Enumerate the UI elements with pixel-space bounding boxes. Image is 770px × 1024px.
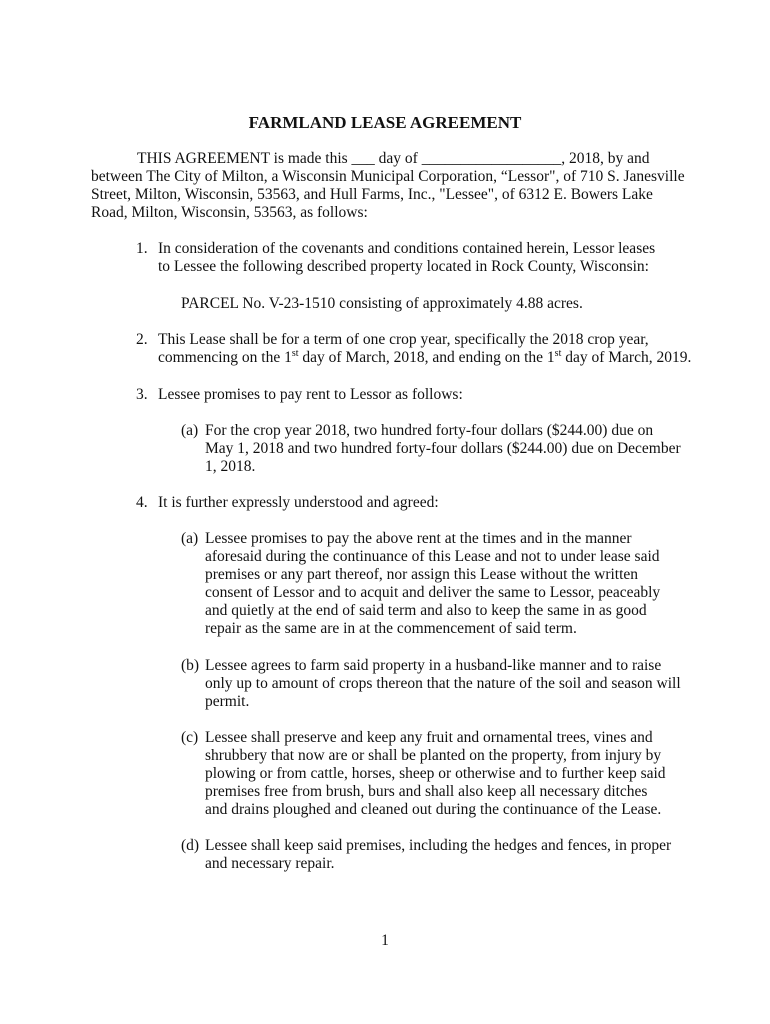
clause-4d <box>181 837 683 873</box>
clause-4b-label: (b) <box>181 657 200 674</box>
clause-2-text-a: This Lease shall be for a term of one crop year, specifically the 2018 crop year, commencing on the 1 <box>158 331 649 366</box>
document-title: FARMLAND LEASE AGREEMENT <box>248 113 522 132</box>
clause-4a-text: Lessee promises to pay the above rent at the times and in the manner aforesaid during the continuance of this Lease and not to under lease said premises or any part thereof, nor assign this Lease without the written consent of Lessor and to acquit and deliver the same to Lessor, peaceably and quietly at the end of said term and also to keep the same in as good repair as the same are in at the commencement of said term. <box>205 530 661 637</box>
clause-2-sup-a: st <box>291 347 299 359</box>
clause-2-text <box>158 331 696 367</box>
clause-4-number: 4. <box>136 494 148 511</box>
clause-2-text-c: day of March, 2019. <box>561 349 692 366</box>
clause-1-text: In consideration of the covenants and conditions contained herein, Lessor leases to Lessee the following described property located in Rock County, Wisconsin: <box>158 240 656 275</box>
clause-1-number: 1. <box>136 240 148 257</box>
clause-2-text-b: day of March, 2018, and ending on the 1 <box>298 349 555 366</box>
clause-4a-label: (a) <box>181 530 199 547</box>
clause-3-number: 3. <box>136 386 148 403</box>
intro-paragraph: THIS AGREEMENT is made this ___ day of __________________, 2018, by and between The City of Milton, a Wisconsin Municipal Corporation, “Lessor", of 710 S. Janesville Street, Milton, Wisconsin, 53563, and Hull Farms, Inc., "Lessee", of 6312 E. Bowers Lake Road, Milton, Wisconsin, 53563, as follows: <box>91 150 685 221</box>
clause-4b <box>181 657 683 711</box>
clause-2 <box>136 331 696 367</box>
clause-3-text: Lessee promises to pay rent to Lessor as follows: <box>158 386 463 403</box>
clause-3a <box>181 422 681 476</box>
clause-4c-label: (c) <box>181 729 199 746</box>
clause-2-number: 2. <box>136 331 148 348</box>
clause-4d-text: Lessee shall keep said premises, including the hedges and fences, in proper and necessary repair. <box>205 837 672 872</box>
clause-1 <box>136 240 666 276</box>
page-number: 1 <box>381 932 389 949</box>
clause-4 <box>136 494 696 512</box>
clause-4b-text: Lessee agrees to farm said property in a husband-like manner and to raise only up to amount of crops thereon that the nature of the soil and season will permit. <box>205 657 681 710</box>
clause-3a-text: For the crop year 2018, two hundred forty-four dollars ($244.00) due on May 1, 2018 and two hundred forty-four dollars ($244.00) due on December 1, 2018. <box>205 422 681 475</box>
clause-2-sup-b: st <box>554 347 562 359</box>
clause-4d-label: (d) <box>181 837 200 854</box>
clause-4a <box>181 530 683 638</box>
clause-3a-label: (a) <box>181 422 199 439</box>
clause-4c <box>181 729 667 819</box>
clause-3 <box>136 386 696 404</box>
clause-4-text: It is further expressly understood and agreed: <box>158 494 439 511</box>
parcel-description: PARCEL No. V-23-1510 consisting of approximately 4.88 acres. <box>181 295 583 312</box>
clause-4c-text: Lessee shall preserve and keep any fruit and ornamental trees, vines and shrubbery that now are or shall be planted on the property, from injury by plowing or from cattle, horses, sheep or otherwise and to further keep said premises free from brush, burs and shall also keep all necessary ditches and drains ploughed and cleaned out during the continuance of the Lease. <box>205 729 666 818</box>
